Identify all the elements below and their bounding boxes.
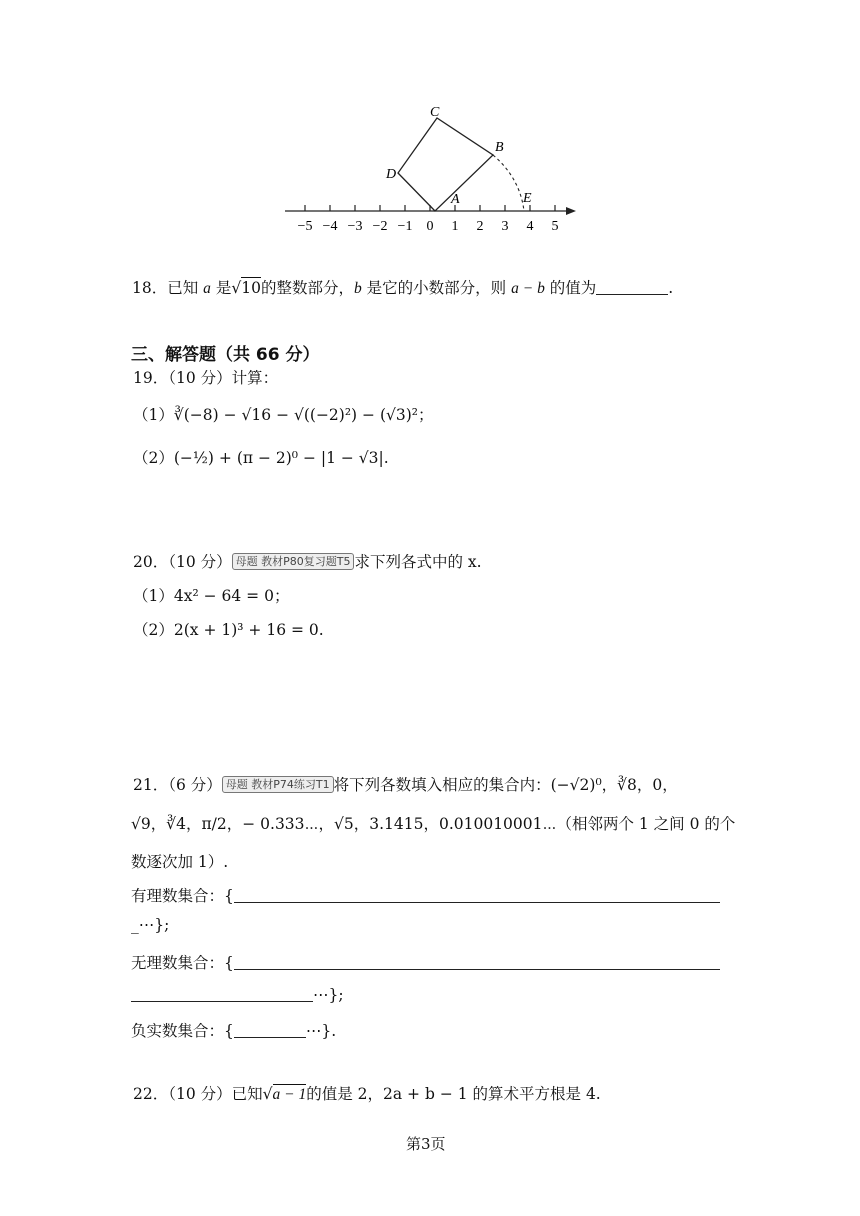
negative-blank[interactable] bbox=[234, 1023, 306, 1038]
source-tag: 母题 教材P74练习T1 bbox=[222, 776, 334, 793]
axis-tick-label: 5 bbox=[551, 219, 559, 234]
question-21-line2: √9，∛4，π/2，− 0.333⋯，√5，3.1415，0.010010001⋯（相邻两个 1 之间 0 的个 bbox=[131, 815, 736, 833]
point-label-e: E bbox=[523, 191, 532, 206]
number-line-figure bbox=[280, 100, 580, 240]
negative-set: 负实数集合：{ ⋯}. bbox=[131, 1022, 337, 1040]
page-number: 第3页 bbox=[406, 1135, 446, 1153]
arc-be bbox=[493, 155, 524, 211]
axis-tick-label: 1 bbox=[451, 219, 459, 234]
irrational-set-line2: ⋯}; bbox=[131, 986, 344, 1004]
square-abcd bbox=[398, 118, 493, 211]
point-label-c: C bbox=[430, 105, 440, 120]
rational-set-end: _⋯}; bbox=[131, 916, 170, 934]
irrational-blank[interactable] bbox=[234, 955, 720, 970]
axis-tick-label: −2 bbox=[372, 219, 388, 234]
q18-radicand: 10 bbox=[241, 279, 261, 297]
irrational-set: 无理数集合：{ bbox=[131, 951, 720, 973]
irrational-blank-2[interactable] bbox=[131, 987, 313, 1002]
question-21-line3: 数逐次加 1）. bbox=[131, 853, 229, 871]
section-heading: 三、解答题（共 66 分） bbox=[131, 345, 320, 365]
answer-blank[interactable] bbox=[596, 280, 668, 295]
axis-tick-label: 4 bbox=[526, 219, 534, 234]
sqrt-symbol: √ bbox=[231, 279, 242, 297]
axis-tick-label: 0 bbox=[426, 219, 434, 234]
axis-tick-label: −4 bbox=[322, 219, 338, 234]
axis-tick-label: 3 bbox=[501, 219, 509, 234]
question-20-head: 20．（10 分） 母题 教材P80复习题T5 求下列各式中的 x. bbox=[133, 553, 482, 571]
question-19-part2: （2）(−½) + (π − 2)⁰ − |1 − √3|. bbox=[133, 449, 389, 467]
question-21-line1: 21．（6 分） 母题 教材P74练习T1 将下列各数填入相应的集合内：(−√2)⁰，∛8，0， bbox=[133, 776, 678, 794]
point-label-d: D bbox=[386, 167, 397, 182]
source-tag: 母题 教材P80复习题T5 bbox=[232, 553, 355, 570]
question-19-head: 19．（10 分）计算： bbox=[133, 369, 279, 387]
point-label-a: A bbox=[451, 192, 460, 207]
q22-radicand: a − 1 bbox=[272, 1086, 307, 1103]
question-20-part1: （1）4x² − 64 = 0； bbox=[133, 587, 290, 605]
question-20-part2: （2）2(x + 1)³ + 16 = 0. bbox=[133, 621, 324, 639]
axis-tick-label: −5 bbox=[297, 219, 313, 234]
axis-tick-label: 2 bbox=[476, 219, 484, 234]
sqrt-symbol: √ bbox=[262, 1085, 273, 1103]
question-22: 22．（10 分）已知√a − 1的值是 2，2a + b − 1 的算术平方根是 4. bbox=[133, 1085, 601, 1103]
axis-tick-label: −1 bbox=[397, 219, 413, 234]
axis-tick-label: −3 bbox=[347, 219, 363, 234]
rational-set: 有理数集合：{ bbox=[131, 884, 720, 906]
axis-arrow bbox=[566, 207, 576, 215]
question-18: 18．已知 a 是√10的整数部分，b 是它的小数部分，则 a − b 的值为 . bbox=[132, 279, 674, 297]
q18-number: 18． bbox=[132, 279, 168, 297]
point-label-b: B bbox=[495, 140, 504, 155]
question-19-part1: （1）∛(−8) − √16 − √((−2)²) − (√3)²； bbox=[133, 406, 434, 424]
rational-blank[interactable] bbox=[234, 888, 720, 903]
